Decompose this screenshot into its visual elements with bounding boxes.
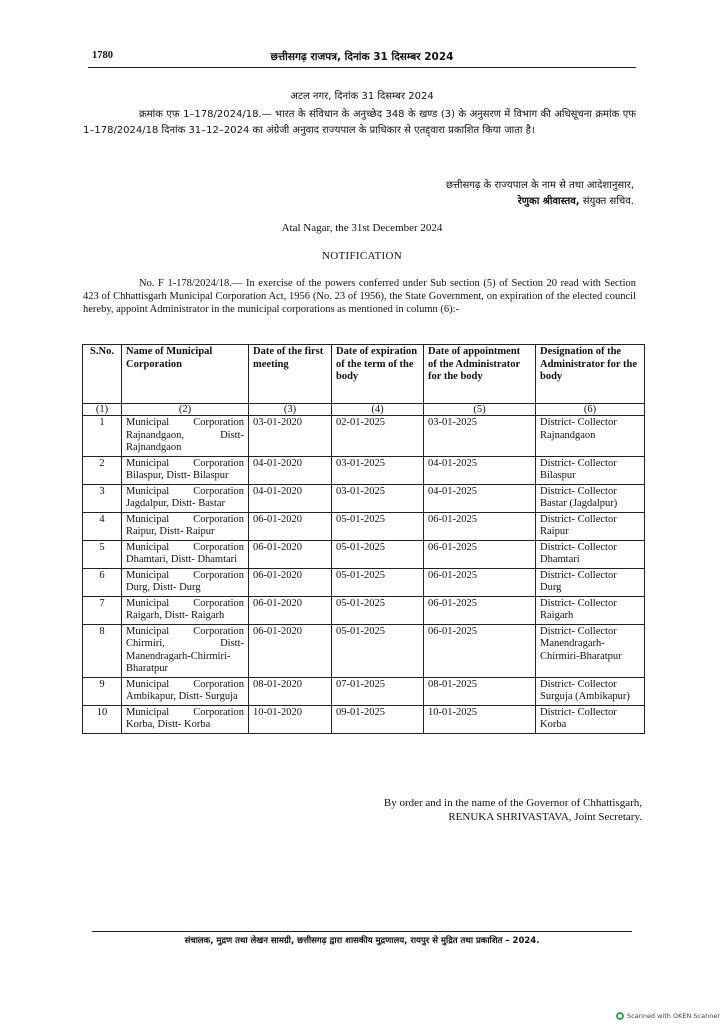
table-cell: Municipal Corporation Raigarh, Distt- Raigarh <box>122 596 249 624</box>
table-cell: 06-01-2020 <box>249 512 332 540</box>
table-cell: 06-01-2025 <box>424 512 536 540</box>
table-cell: 5 <box>83 540 122 568</box>
table-cell: 05-01-2025 <box>332 540 424 568</box>
table-cell: District- Collector Bastar (Jagdalpur) <box>536 484 645 512</box>
table-cell: 09-01-2025 <box>332 705 424 733</box>
table-cell: 06-01-2025 <box>424 596 536 624</box>
table-row <box>83 568 645 596</box>
column-header: Date of the first meeting <box>249 345 332 404</box>
table-cell: 05-01-2025 <box>332 568 424 596</box>
table-cell: 10 <box>83 705 122 733</box>
table-cell: 06-01-2025 <box>424 568 536 596</box>
column-header: Date of expiration of the term of the body <box>332 345 424 404</box>
table-cell: District- Collector Raigarh <box>536 596 645 624</box>
table-row <box>83 677 645 705</box>
table-cell: 06-01-2025 <box>424 624 536 677</box>
table-cell: District- Collector Dhamtari <box>536 540 645 568</box>
table-cell: Municipal Corporation Rajnandgaon, Distt- Rajnandgaon <box>122 416 249 457</box>
table-cell: 10-01-2020 <box>249 705 332 733</box>
column-number: (4) <box>332 404 424 416</box>
table-cell: 8 <box>83 624 122 677</box>
table-cell: District- Collector Raipur <box>536 512 645 540</box>
hindi-signature <box>446 178 634 210</box>
administrator-table <box>82 344 645 734</box>
table-cell: Municipal Corporation Raipur, Distt- Raipur <box>122 512 249 540</box>
gazette-title: छत्तीसगढ़ राजपत्र, दिनांक 31 दिसम्बर 2024 <box>270 51 454 63</box>
table-cell: 04-01-2025 <box>424 456 536 484</box>
table-row <box>83 416 645 457</box>
english-signature <box>384 796 642 824</box>
table-cell: Municipal Corporation Bilaspur, Distt- Bilaspur <box>122 456 249 484</box>
table-row <box>83 540 645 568</box>
table-cell: 1 <box>83 416 122 457</box>
english-place-date: Atal Nagar, the 31st December 2024 <box>281 222 443 234</box>
table-cell: Municipal Corporation Ambikapur, Distt- Surguja <box>122 677 249 705</box>
table-cell: 06-01-2025 <box>424 540 536 568</box>
table-cell: 02-01-2025 <box>332 416 424 457</box>
page-header <box>88 50 636 66</box>
column-number: (3) <box>249 404 332 416</box>
table-cell: 7 <box>83 596 122 624</box>
hindi-signatory-name: रेणुका श्रीवास्तव, <box>517 196 580 207</box>
table-cell: Municipal Corporation Chirmiri, Distt- Manendragarh-Chirmiri- Bharatpur <box>122 624 249 677</box>
table-row <box>83 512 645 540</box>
table-cell: 05-01-2025 <box>332 624 424 677</box>
hindi-signatory-designation: संयुक्त सचिव. <box>582 196 634 207</box>
table-row <box>83 624 645 677</box>
scanner-logo-icon <box>616 1012 624 1020</box>
table-cell: 05-01-2025 <box>332 512 424 540</box>
table-cell: 06-01-2020 <box>249 624 332 677</box>
hindi-sign-block <box>446 194 634 210</box>
table-cell: 06-01-2020 <box>249 568 332 596</box>
column-number: (2) <box>122 404 249 416</box>
table-cell: 04-01-2020 <box>249 484 332 512</box>
printer-footer: संचालक, मुद्रण तथा लेखन सामग्री, छत्तीसगढ़ द्वारा शासकीय मुद्रणालय, रायपुर से मुद्रित तथा प्रकाशित – 2024. <box>184 936 540 946</box>
table-cell: District- Collector Surguja (Ambikapur) <box>536 677 645 705</box>
column-header: Designation of the Administrator for the body <box>536 345 645 404</box>
column-header: Date of appointment of the Administrator for the body <box>424 345 536 404</box>
table-cell: District- Collector Durg <box>536 568 645 596</box>
column-header: S.No. <box>83 345 122 404</box>
table-cell: 4 <box>83 512 122 540</box>
hindi-sign-line: छत्तीसगढ़ के राज्यपाल के नाम से तथा आदेशानुसार, <box>445 180 634 191</box>
table-header-row <box>83 345 645 404</box>
table-row <box>83 596 645 624</box>
column-header: Name of Municipal Corporation <box>122 345 249 404</box>
table-cell: District- Collector Bilaspur <box>536 456 645 484</box>
header-rule <box>88 67 636 68</box>
english-paragraph: No. F 1-178/2024/18.— In exercise of the powers conferred under Sub section (5) of Section 20 read with Section 423 of Chhattisgarh Municipal Corporation Act, 1956 (No. 23 of 1956), the State Government, on expiration of the elected council hereby, appoint Administrator in the municipal corporations as mentioned in column (6):- <box>83 278 636 315</box>
table-cell: Municipal Corporation Jagdalpur, Distt- Bastar <box>122 484 249 512</box>
hindi-paragraph: क्रमांक एफ 1–178/2024/18.— भारत के संविधान के अनुच्छेद 348 के खण्ड (3) के अनुसरण में विभाग की अधिसूचना क्रमांक एफ 1–178/2024/18 दिनांक 31–12–2024 का अंग्रेजी अनुवाद राज्यपाल के प्राधिकार से एतद्द्वारा प्रकाशित किया जाता है। <box>83 109 636 136</box>
column-number-row <box>83 404 645 416</box>
table-cell: 04-01-2020 <box>249 456 332 484</box>
table-body <box>83 416 645 734</box>
english-signatory: RENUKA SHRIVASTAVA, Joint Secretary. <box>448 811 642 823</box>
table-cell: 08-01-2025 <box>424 677 536 705</box>
hindi-place-date: अटल नगर, दिनांक 31 दिसम्बर 2024 <box>290 91 434 102</box>
scanner-watermark <box>616 1012 720 1020</box>
english-sign-line: By order and in the name of the Governor of Chhattisgarh, <box>383 797 642 809</box>
table-cell: 3 <box>83 484 122 512</box>
table-cell: Municipal Corporation Durg, Distt- Durg <box>122 568 249 596</box>
table-cell: Municipal Corporation Korba, Distt- Korba <box>122 705 249 733</box>
table-cell: 10-01-2025 <box>424 705 536 733</box>
column-number: (6) <box>536 404 645 416</box>
table-row <box>83 456 645 484</box>
table-row <box>83 705 645 733</box>
table-cell: 2 <box>83 456 122 484</box>
column-number: (5) <box>424 404 536 416</box>
table-cell: 06-01-2020 <box>249 540 332 568</box>
table-cell: 03-01-2025 <box>332 456 424 484</box>
notification-title: NOTIFICATION <box>322 250 402 262</box>
table-cell: 03-01-2025 <box>332 484 424 512</box>
column-number: (1) <box>83 404 122 416</box>
table-cell: District- Collector Korba <box>536 705 645 733</box>
table-row <box>83 484 645 512</box>
table-cell: 08-01-2020 <box>249 677 332 705</box>
table-cell: 06-01-2020 <box>249 596 332 624</box>
table-cell: District- Collector Manendragarh-Chirmiri-Bharatpur <box>536 624 645 677</box>
table-cell: 03-01-2020 <box>249 416 332 457</box>
page-number: 1780 <box>92 50 113 61</box>
footer-rule <box>92 931 632 932</box>
table-cell: 9 <box>83 677 122 705</box>
table-cell: 6 <box>83 568 122 596</box>
table-cell: 07-01-2025 <box>332 677 424 705</box>
table-cell: 04-01-2025 <box>424 484 536 512</box>
scanner-text: Scanned with OKEN Scanner <box>627 1012 720 1020</box>
table-cell: Municipal Corporation Dhamtari, Distt- Dhamtari <box>122 540 249 568</box>
table-cell: 05-01-2025 <box>332 596 424 624</box>
table-cell: 03-01-2025 <box>424 416 536 457</box>
table-cell: District- Collector Rajnandgaon <box>536 416 645 457</box>
